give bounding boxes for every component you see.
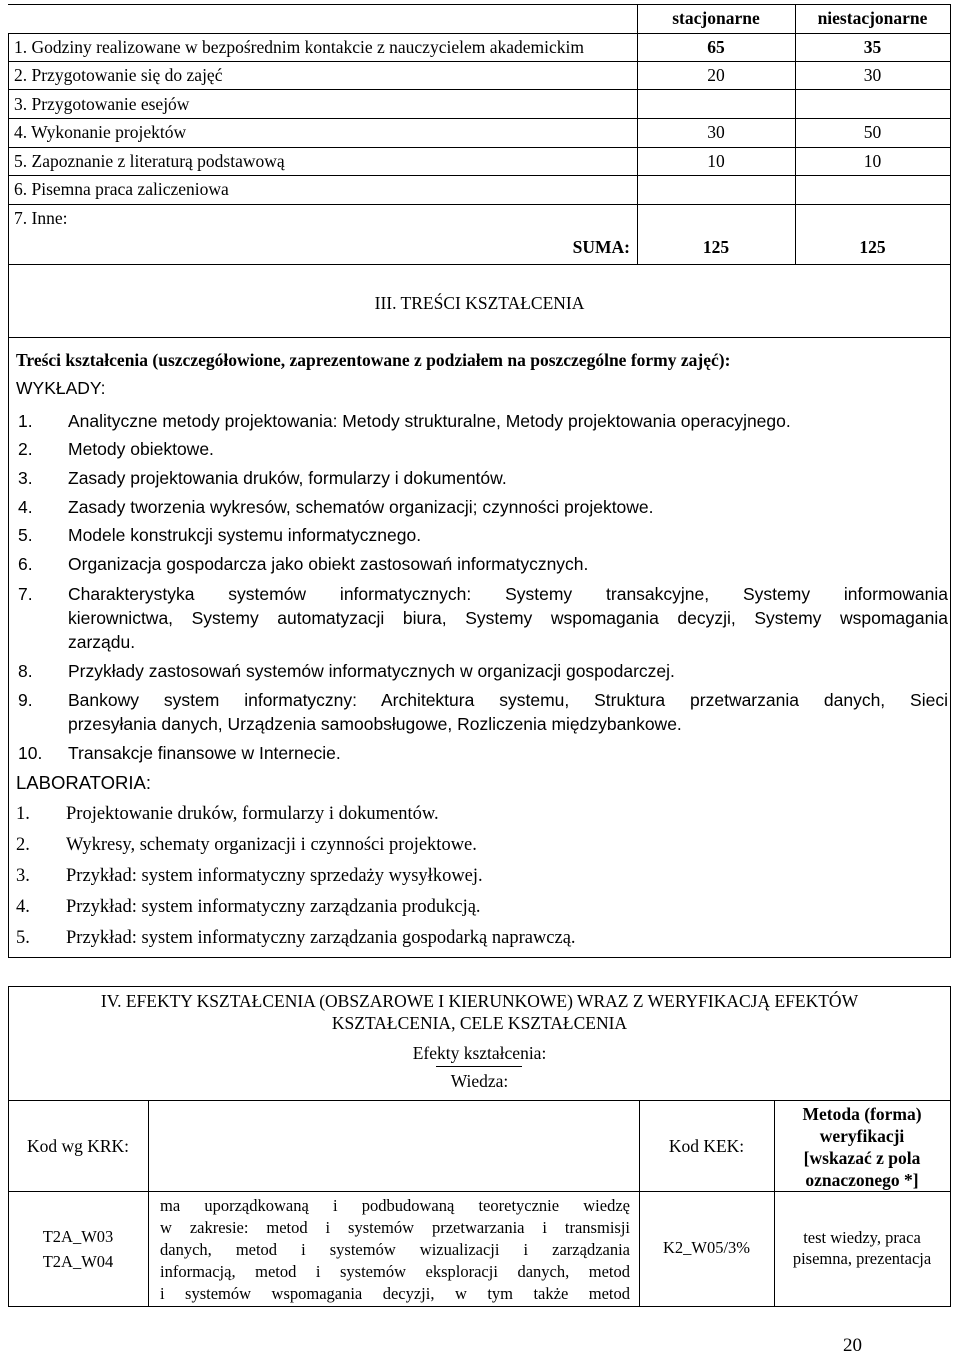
page-number: 20 [843,1335,862,1356]
sum-value-st: 125 [702,237,730,257]
verification-method: test wiedzy, praca pisemna, prezentacja [792,1228,932,1268]
lectures-heading: WYKŁADY: [16,378,106,398]
list-item: 9. Bankowy system informatyczny: Architektura systemu, Struktura przetwarzania danych, Sieci przesyłania danych, Urządzenia samoobsługowe, Rozliczenia międzybankowe. [18,690,948,734]
row-value-nst: 35 [863,37,882,57]
row-label: 7. Inne: [14,208,68,228]
list-item: 10. Transakcje finansowe w Internecie. [18,743,341,763]
row-label: 5. Zapoznanie z literaturą podstawową [14,151,285,171]
col-header-niestacjonarne: niestacjonarne [817,8,928,28]
sum-label: SUMA: [572,237,630,257]
row-value-st: 20 [707,65,725,85]
krk-codes: T2A_W03 T2A_W04 [42,1227,114,1271]
row-label: 4. Wykonanie projektów [14,122,187,142]
knowledge-label: Wiedza: [450,1071,509,1091]
list-item: 3. Zasady projektowania druków, formularzy i dokumentów. [18,468,507,488]
col-header-stacjonarne: stacjonarne [672,8,760,28]
row-value-st: 65 [707,37,725,57]
row-label: 1. Godziny realizowane w bezpośrednim kontakcie z nauczycielem akademickim [14,37,584,57]
section-3-title: III. TREŚCI KSZTAŁCENIA [374,293,585,313]
section-4-title-line1: IV. EFEKTY KSZTAŁCENIA (OBSZAROWE I KIERUNKOWE) WRAZ Z WERYFIKACJĄ EFEKTÓW [100,991,859,1011]
row-value-st: 30 [707,122,725,142]
row-value-nst: 30 [863,65,882,85]
list-item: 6. Organizacja gospodarcza jako obiekt zastosowań informatycznych. [18,554,589,574]
row-label: 2. Przygotowanie się do zajęć [14,65,223,85]
row-value-nst: 10 [863,151,882,171]
list-item: 8. Przykłady zastosowań systemów informatycznych w organizacji gospodarczej. [18,661,675,681]
header-method: Metoda (forma) weryfikacji [wskazać z pola oznaczonego *] [802,1104,922,1190]
list-item: 1. Analityczne metody projektowania: Metody strukturalne, Metody projektowania operacyjnego. [18,411,791,431]
row-value-st: 10 [707,151,725,171]
row-label: 3. Przygotowanie esejów [14,94,190,114]
list-item: 7. Charakterystyka systemów informatycznych: Systemy transakcyjne, Systemy informowania kierownictwa, Systemy automatyzacji biura, Systemy wspomagania decyzji, Systemy wspomagania zarządu. [18,584,948,652]
row-value-nst: 50 [863,122,882,142]
row-label: 6. Pisemna praca zaliczeniowa [14,179,229,199]
sum-value-nst: 125 [859,237,886,257]
effects-subtitle: Efekty kształcenia: [412,1043,547,1063]
content-intro: Treści kształcenia (uszczegółowione, zaprezentowane z podziałem na poszczególne formy zajęć): [16,350,731,370]
list-item: 2. Metody obiektowe. [18,439,214,459]
list-item: 5. Modele konstrukcji systemu informatycznego. [18,525,422,545]
kek-code: K2_W05/3% [662,1238,751,1257]
effect-description: ma uporządkowaną i podbudowaną teoretycznie wiedzę w zakresie: metod i systemów przetwarzania i transmisji danych, metod i systemów wizualizacji i zarządzania informacją, metod i systemów eksploracji danych, metod i systemów wspomagania decyzji, w tym także metod [160,1196,630,1303]
header-kek: Kod KEK: [668,1136,745,1156]
labs-heading: LABORATORIA: [16,772,152,793]
header-krk: Kod wg KRK: [26,1136,130,1156]
section-4-title-line2: KSZTAŁCENIA, CELE KSZTAŁCENIA [331,1013,628,1033]
list-item: 4. Zasady tworzenia wykresów, schematów organizacji; czynności projektowe. [18,497,654,517]
